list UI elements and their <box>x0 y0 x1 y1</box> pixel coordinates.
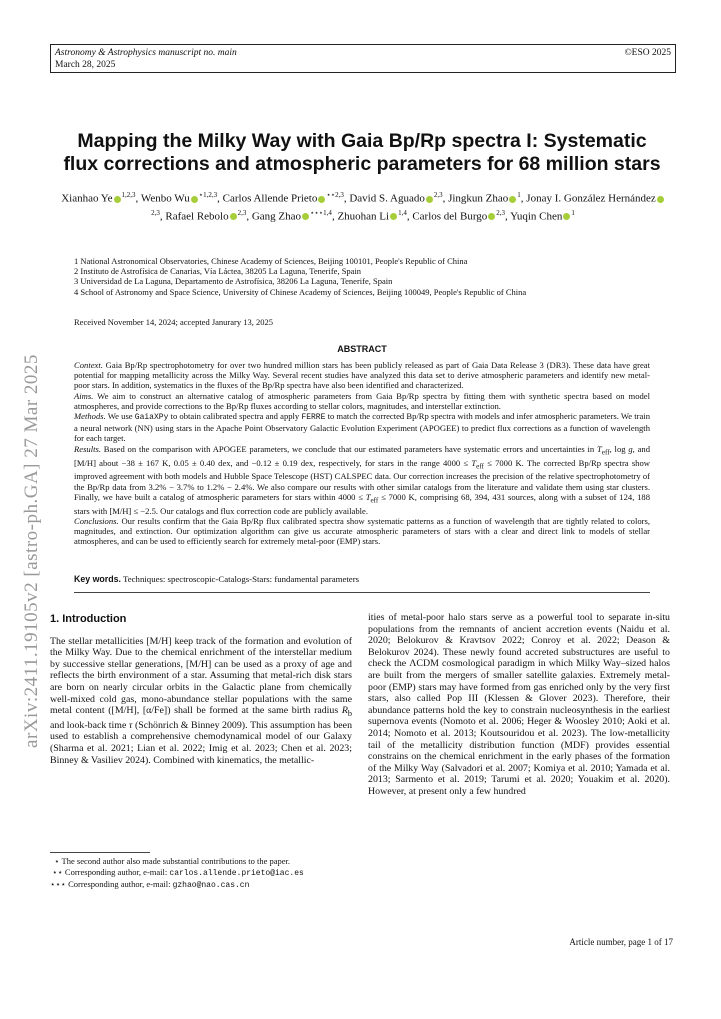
footnote: ⋆ The second author also made substantial contributions to the paper. <box>50 856 291 866</box>
footnote: ⋆⋆ Corresponding author, e-mail: carlos.allende.prieto@iac.es <box>50 867 304 878</box>
orcid-icon[interactable] <box>318 196 325 203</box>
email-link[interactable]: carlos.allende.prieto@iac.es <box>169 869 304 878</box>
affiliation: 4 School of Astronomy and Space Science, University of Chinese Academy of Sciences, Beijing 100049, People's Republic of China <box>74 286 527 297</box>
intro-paragraph-cont: ities of metal-poor halo stars serve as a powerful tool to separate in-situ populations from the remnants of ancient accretion events (Naidu et al. 2020; Belokurov & Kravtsov 2022; Conroy et al. 2022; Deason & Belokurov 2024). These newly found accreted substructures are useful to check the ΛCDM cosmological paradigm in which Milky Way–sized halos are built from the mergers of smaller satellite galaxies. Extremely metal-poor (EMP) stars may have formed from gas enriched only by the very first stars, also called Pop III (Klessen & Glover 2023). Therefore, their abundance patterns hold the key to constrain nucleosynthesis in the earliest supernova events (Nomoto et al. 2006; Heger & Woosley 2010; Aoki et al. 2014; Nomoto et al. 2013; Koutsouridou et al. 2023). The low-metallicity tail of the metallicity distribution function (MDF) provides essential constrains on the chemical enrichment in the early phases of the formation of the Milky Way (Salvadori et al. 2007; Komiya et al. 2010; Yamada et al. 2013; Sarmento et al. 2019; Tarumi et al. 2020; Youakim et al. 2020). However, at present only a few hundred <box>368 612 670 797</box>
orcid-icon[interactable] <box>302 213 309 220</box>
section-heading: 1. Introduction <box>50 613 127 625</box>
affiliation: 2 Instituto de Astrofísica de Canarias, Vía Láctea, 38205 La Laguna, Tenerife, Spain <box>74 266 362 277</box>
intro-paragraph: The stellar metallicities [M/H] keep track of the formation and evolution of the Milky Way. Due to the chemical enrichment of the interstellar medium by successive stellar generations, [M/H] can be used as a proxy of age and reflects the birth environment of a star. Assuming that metal-rich disk stars are born on nearly circular orbits in the Galactic plane from chemically well-mixed cold gas, mono-abundance stellar populations with the same metal content ([M/H], [α/Fe]) shall be formed at the same birth radius $R_b$ and look-back time τ (Schönrich & Binney 2009). This assumption has been used to establish a comprehensive chemodynamical model of our Galaxy (Sharma et al. 2021; Lian et al. 2022; Imig et al. 2023; Chen et al. 2023; Binney & Vasiliev 2024). Combined with kinematics, the metallic- <box>50 635 353 766</box>
footnote-rule <box>50 852 150 853</box>
affiliation-list <box>74 256 674 297</box>
abstract-methods: Methods. We use GaiaXPy to obtain calibrated spectra and apply FERRE to match the corrected Bp/Rp spectra with models and infer atmospheric parameters. We train a neural network (NN) using stars in the Apache Point Observatory Galactic Evolution Experiment (APOGEE) to predict flux corrections as a function of wavelength for each target. <box>74 411 651 444</box>
orcid-icon[interactable] <box>657 196 664 203</box>
orcid-icon[interactable] <box>230 213 237 220</box>
left-column <box>50 614 352 766</box>
footnotes <box>50 856 360 891</box>
manuscript-header <box>50 44 676 73</box>
abstract-body <box>74 360 650 547</box>
abstract-context: Context. Gaia Bp/Rp spectrophotometry for over two hundred million stars has been publicly released as part of Gaia Data Release 3 (DR3). These data have great potential for mapping metallicity across the Milky Way. Several recent studies have analyzed this data set to derive atmospheric parameters and identify new metal-poor stars. In addition, systematics in the fluxes of the Bp/Rp spectra have also been identified and characterized. <box>74 360 650 391</box>
copyright: ©ESO 2025 <box>624 48 671 58</box>
orcid-icon[interactable] <box>114 196 121 203</box>
abstract-conclusions: Conclusions. Our results confirm that the Gaia Bp/Rp flux calibrated spectra show systematic patterns as a function of wavelength that are tightly related to colors, magnitudes, and extinction. Our optimization algorithm can give us accurate atmospheric parameters of stars with a clear and direct link to models of stellar atmospheres, and can be used to efficiently search for extremely metal-poor (EMP) stars. <box>74 516 650 547</box>
arxiv-stamp: arXiv:2411.19105v2 [astro-ph.GA] 27 Mar 2025 <box>21 354 42 748</box>
keywords: Key words. Techniques: spectroscopic-Catalogs-Stars: fundamental parameters <box>74 574 360 584</box>
right-column <box>368 612 670 798</box>
received-line: Received November 14, 2024; accepted Janurary 13, 2025 <box>74 317 273 327</box>
orcid-icon[interactable] <box>488 213 495 220</box>
orcid-icon[interactable] <box>191 196 198 203</box>
orcid-icon[interactable] <box>563 213 570 220</box>
keywords-rule <box>74 592 650 593</box>
footnote: ⋆⋆⋆ Corresponding author, e-mail: gzhao@nao.cas.cn <box>50 879 250 890</box>
affiliation: 1 National Astronomical Observatories, Chinese Academy of Sciences, Beijing 100101, People's Republic of China <box>74 256 468 266</box>
journal-line: Astronomy & Astrophysics manuscript no. main <box>55 48 237 58</box>
abstract-results: Results. Based on the comparison with APOGEE parameters, we conclude that our estimated parameters have systematic errors and uncertainties in $T_{eff}$, log g, and [M/H] about −38 ± 167 K, 0.05 ± 0.40 dex, and −0.12 ± 0.19 dex, respectively, for stars in the range $4000 \le T_{eff} \le 7000$ K. The corrected Bp/Rp spectra show improved agreement with both models and Hubble Space Telescope (HST) CALSPEC data. Our correction increases the precision of the relative spectrophotometry of the Bp/Rp data from 3.2% − 3.7% to 1.2% − 2.4%. We also compare our results with other similar catalogs from the literature and validate them using star clusters. Finally, we have built a catalog of atmospheric parameters for stars within $4000 \le T_{eff} \le 7000$ K, comprising 68, 394, 431 sources, along with a subset of 124, 188 stars with [M/H] ≤ −2.5. Our catalogs and flux correction code are publicly available. <box>74 443 650 516</box>
orcid-icon[interactable] <box>509 196 516 203</box>
email-link[interactable]: gzhao@nao.cas.cn <box>172 881 250 890</box>
page-number: Article number, page 1 of 17 <box>569 937 673 947</box>
date-line: March 28, 2025 <box>55 60 116 70</box>
header-rule <box>50 72 676 73</box>
affiliation: 3 Universidad de La Laguna, Departamento de Astrofísica, 38206 La Laguna, Tenerife, Spain <box>74 276 393 287</box>
paper-title: Mapping the Milky Way with Gaia Bp/Rp spectra I: Systematic flux corrections and atmospheric parameters for 68 million stars <box>63 130 661 175</box>
orcid-icon[interactable] <box>390 213 397 220</box>
abstract-heading: ABSTRACT <box>337 344 387 354</box>
author-list: Xianhao Ye $^{1,2,3}$, Wenbo Wu $^{⋆1,2,3}$, Carlos Allende Prieto $^{⋆⋆2,3}$, David S. Aguado $^{2,3}$, Jingkun Zhao $^1$, Jonay I. González Hernández$^{2,3}$, Rafael Rebolo $^{2,3}$, Gang Zhao $^{⋆⋆⋆1,4}$, Zhuohan Li $^{1,4}$, Carlos del Burgo $^{2,3}$, Yuqin Chen $^1$ <box>58 188 668 223</box>
abstract-aims: Aims. We aim to construct an alternative catalog of atmospheric parameters from Gaia Bp/Rp spectra by fitting them with synthetic spectra based on model atmospheres, and provide corrections to the Bp/Rp fluxes according to stellar colors, magnitudes, and interstellar extinction. <box>74 390 650 411</box>
orcid-icon[interactable] <box>426 196 433 203</box>
